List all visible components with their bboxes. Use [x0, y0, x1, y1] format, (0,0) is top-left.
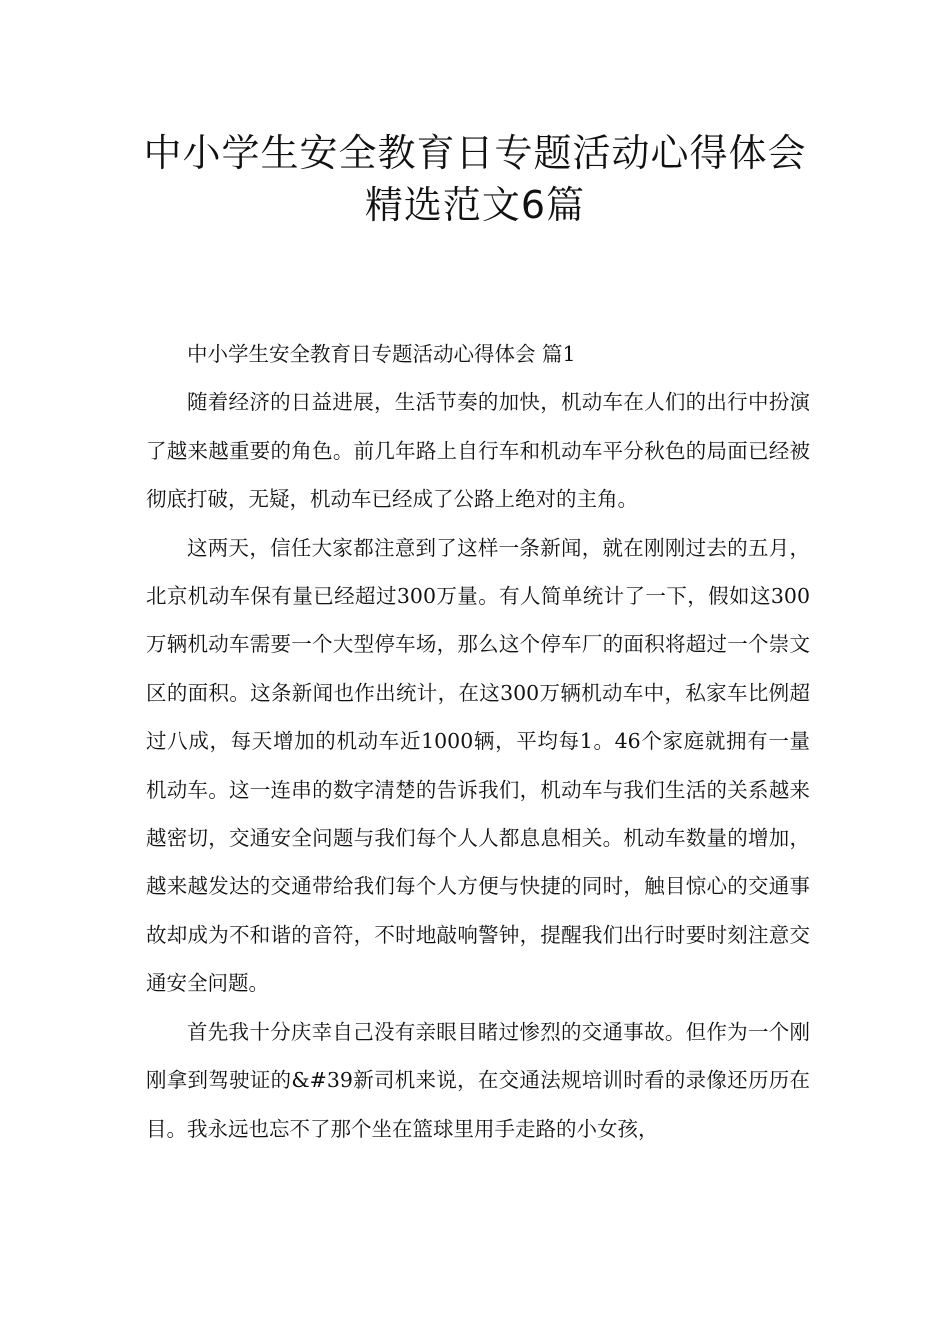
document-title-line-2: 精选范文6篇 [364, 183, 586, 227]
document-title-line-1: 中小学生安全教育日专题活动心得体会 [143, 131, 807, 175]
section-heading: 中小学生安全教育日专题活动心得体会 篇1 [187, 342, 576, 366]
paragraph-3: 首先我十分庆幸自己没有亲眼目睹过惨烈的交通事故。但作为一个刚刚拿到驾驶证的&#39新司机来说，在交通法规培训时看的录像还历历在目。我永远也忘不了那个坐在篮球里用手走路的小女孩， [146, 1019, 810, 1141]
paragraph-1: 随着经济的日益进展，生活节奏的加快，机动车在人们的出行中扮演了越来越重要的角色。前几年路上自行车和机动车平分秋色的局面已经被彻底打破，无疑，机动车已经成了公路上绝对的主角。 [146, 390, 810, 512]
document-body [146, 330, 810, 1153]
paragraph-2: 这两天，信任大家都注意到了这样一条新闻，就在刚刚过去的五月，北京机动车保有量已经超过300万量。有人简单统计了一下，假如这300万辆机动车需要一个大型停车场，那么这个停车厂的面积将超过一个崇文区的面积。这条新闻也作出统计，在这300万辆机动车中，私家车比例超过八成，每天增加的机动车近1000辆，平均每1。46个家庭就拥有一量机动车。这一连串的数字清楚的告诉我们，机动车与我们生活的关系越来越密切，交通安全问题与我们每个人人都息息相关。机动车数量的增加，越来越发达的交通带给我们每个人方便与快捷的同时，触目惊心的交通事故却成为不和谐的音符，不时地敲响警钟，提醒我们出行时要时刻注意交通安全问题。 [146, 535, 810, 996]
